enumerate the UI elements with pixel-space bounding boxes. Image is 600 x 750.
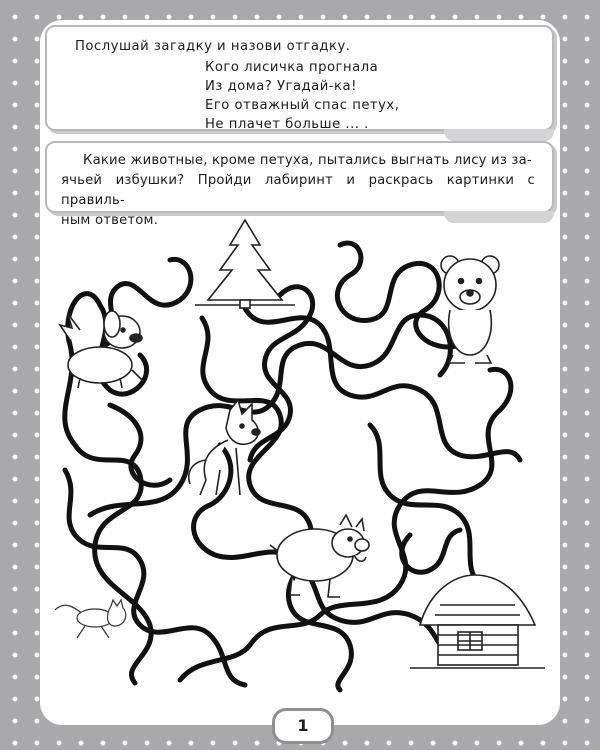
maze-path[interactable] [202, 318, 351, 690]
page-number: 1 [272, 708, 334, 744]
maze-area[interactable] [40, 215, 560, 695]
hut-picture[interactable] [410, 575, 545, 668]
maze-path[interactable] [402, 530, 460, 572]
cat-picture[interactable] [55, 600, 126, 638]
task-line: Какие животные, кроме петуха, пытались выгнать лису из за- [83, 153, 532, 168]
maze-path[interactable] [370, 425, 480, 585]
riddle-line: Кого лисичка прогнала [205, 60, 379, 75]
riddle-line: Из дома? Угадай-ка! [205, 79, 357, 94]
task-line: ячьей избушки? Пройди лабиринт и раскрась картинки с правиль- [61, 173, 535, 208]
riddle-panel [45, 25, 554, 131]
boar-picture[interactable] [270, 515, 369, 597]
task-panel [45, 141, 554, 228]
task-line: ным ответом. [61, 213, 159, 228]
riddle-line: Его отважный спас петух, [205, 98, 400, 113]
riddle-intro: Послушай загадку и назови отгадку. [75, 39, 351, 54]
panel-tab-decoration [444, 129, 554, 141]
riddle-line: Не плачет больше ... . [205, 117, 369, 132]
